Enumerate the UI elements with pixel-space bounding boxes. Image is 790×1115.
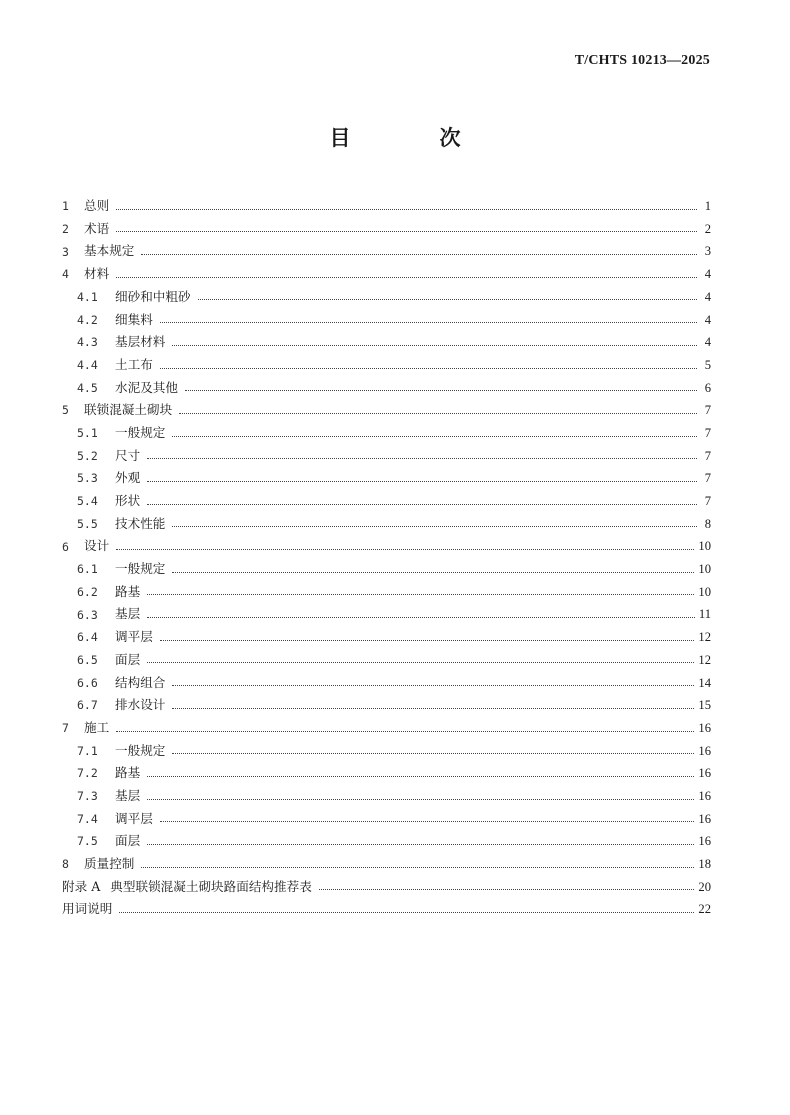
dot-leader (172, 525, 697, 527)
toc-entry-page: 3 (704, 244, 711, 259)
toc-entry-number: 6.4 (77, 630, 98, 645)
toc-entry-page: 7 (704, 494, 711, 509)
toc-entry[interactable] (62, 235, 711, 258)
toc-entry-page: 16 (698, 811, 711, 826)
toc-entry[interactable] (62, 825, 711, 848)
toc-entry[interactable] (62, 303, 711, 326)
toc-entry-title: 面层 (115, 833, 141, 849)
toc-entry[interactable] (62, 712, 711, 735)
toc-entry-page: 16 (698, 834, 711, 849)
dot-leader (147, 661, 694, 663)
toc-entry-number: 5.4 (77, 494, 98, 509)
page-title: 目 次 (329, 126, 495, 150)
toc-entry[interactable] (62, 780, 711, 803)
toc-entry-number: 4 (62, 267, 69, 282)
toc-entry-title: 用词说明 (62, 901, 113, 917)
toc-entry[interactable] (62, 326, 711, 349)
toc-entry-number: 6.3 (77, 607, 98, 622)
toc-entry-title: 总则 (84, 198, 110, 214)
toc-entry-number: 7.5 (77, 834, 98, 849)
dot-leader (147, 480, 697, 482)
toc-entry-number: 7.4 (77, 811, 98, 826)
toc-entry-number: 5.2 (77, 448, 98, 463)
toc-entry-page: 11 (698, 607, 711, 622)
dot-leader (172, 752, 694, 754)
toc-entry-number: 6.5 (77, 652, 98, 667)
toc-entry-number: 4.3 (77, 335, 98, 350)
dot-leader (116, 208, 697, 210)
toc-entry-title: 一般规定 (115, 561, 166, 577)
dot-leader (147, 457, 697, 459)
toc-entry-title: 调平层 (115, 629, 153, 645)
toc-entry[interactable] (62, 621, 711, 644)
toc-entry[interactable] (62, 508, 711, 531)
toc-entry[interactable] (62, 803, 711, 826)
toc-entry-page: 20 (698, 879, 711, 894)
toc-entry[interactable] (62, 417, 711, 440)
toc-entry-title: 外观 (115, 470, 141, 486)
toc-entry-number: 4.4 (77, 358, 98, 372)
toc-entry-page: 7 (704, 471, 711, 486)
dot-leader (172, 344, 697, 346)
toc-entry-number: 5.5 (77, 516, 98, 531)
toc-entry-page: 4 (704, 312, 711, 327)
toc-entry-page: 10 (698, 562, 711, 577)
dot-leader (116, 730, 694, 732)
toc-entry[interactable] (62, 848, 711, 871)
dot-leader (179, 412, 697, 414)
toc-entry-number: 4.1 (77, 289, 98, 304)
dot-leader (198, 298, 697, 300)
dot-leader (116, 548, 694, 550)
toc-entry-number: 6 (62, 539, 69, 554)
toc-entry-title: 路基 (115, 765, 141, 781)
toc-entry-page: 5 (704, 357, 711, 372)
dot-leader (160, 820, 695, 822)
toc-entry[interactable] (62, 372, 711, 395)
toc-entry-page: 4 (704, 289, 711, 304)
dot-leader (160, 367, 697, 369)
toc-entry[interactable] (62, 553, 711, 576)
dot-leader (147, 798, 694, 800)
toc-entry[interactable] (62, 462, 711, 485)
toc-entry-title: 路基 (115, 583, 141, 599)
toc-entry-page: 1 (704, 199, 711, 214)
toc-entry-title: 排水设计 (115, 697, 166, 713)
toc-entry-page: 22 (698, 902, 711, 917)
toc-entry-page: 4 (704, 335, 711, 350)
toc-entry[interactable] (62, 349, 711, 372)
toc-entry-page: 6 (704, 380, 711, 395)
toc-entry-title: 设计 (84, 538, 110, 554)
toc-entry-title: 基层 (115, 606, 141, 622)
toc-entry-number: 7.1 (77, 743, 98, 758)
toc-entry-page: 7 (704, 403, 711, 418)
toc-entry[interactable] (62, 871, 711, 894)
toc-entry-page: 4 (704, 267, 711, 282)
dot-leader (116, 230, 697, 232)
toc-entry-number: 附录 A (62, 878, 101, 894)
toc-entry[interactable] (62, 893, 711, 916)
toc-entry[interactable] (62, 190, 711, 213)
toc-entry-number: 3 (62, 244, 69, 259)
toc-entry-page: 7 (704, 425, 711, 440)
toc-entry-number: 4.5 (77, 380, 98, 395)
toc-entry-number: 5 (62, 403, 69, 418)
toc-entry-title: 细砂和中粗砂 (115, 288, 191, 304)
toc-entry-title: 形状 (115, 493, 141, 509)
toc-entry[interactable] (62, 576, 711, 599)
dot-leader (147, 593, 694, 595)
toc-entry-number: 2 (62, 221, 69, 236)
dot-leader (172, 707, 694, 709)
toc-entry-number: 4.2 (77, 312, 98, 327)
dot-leader (172, 571, 694, 573)
toc-entry-title: 调平层 (115, 810, 153, 826)
toc-entry-page: 16 (698, 788, 711, 803)
toc-entry-number: 5.3 (77, 471, 98, 486)
toc-entry-number: 7.2 (77, 766, 98, 781)
toc-entry-title: 面层 (115, 651, 141, 667)
toc-entry-title: 一般规定 (115, 424, 166, 440)
toc-entry-number: 7 (62, 721, 69, 735)
toc-entry[interactable] (62, 598, 711, 621)
toc-entry-title: 技术性能 (115, 515, 166, 531)
toc-entry-title: 基层材料 (115, 334, 166, 350)
toc-entry-title: 尺寸 (115, 447, 141, 463)
toc-entry-number: 6.7 (77, 698, 98, 713)
toc-entry-page: 7 (704, 448, 711, 463)
toc-entry-title: 细集料 (115, 311, 153, 327)
toc-entry-number: 8 (62, 857, 69, 872)
toc-entry[interactable] (62, 757, 711, 780)
dot-leader (160, 321, 697, 323)
dot-leader (319, 888, 695, 890)
toc-entry-page: 10 (698, 539, 711, 554)
standard-code: T/CHTS 10213—2025 (574, 53, 710, 68)
toc-entry[interactable] (62, 440, 711, 463)
toc-entry-page: 16 (698, 720, 711, 735)
toc-entry-page: 12 (698, 652, 711, 667)
toc-entry-title: 典型联锁混凝土砌块路面结构推荐表 (110, 878, 312, 894)
toc-entry[interactable] (62, 689, 711, 712)
toc-entry-page: 16 (698, 766, 711, 781)
dot-leader (147, 503, 697, 505)
toc-entry-title: 一般规定 (115, 742, 166, 758)
toc-entry-title: 术语 (84, 220, 110, 236)
toc-entry-number: 7.3 (77, 789, 98, 804)
toc-entry-title: 材料 (84, 266, 110, 282)
toc-entry[interactable] (62, 735, 711, 758)
dot-leader (185, 389, 697, 391)
table-of-contents (62, 190, 711, 916)
toc-entry[interactable] (62, 394, 711, 417)
toc-entry-title: 基层 (115, 787, 141, 803)
toc-entry-title: 土工布 (115, 356, 153, 372)
toc-entry[interactable] (62, 213, 711, 236)
dot-leader (119, 911, 694, 913)
toc-entry-number: 1 (62, 199, 69, 214)
toc-entry-number: 6.6 (77, 675, 98, 690)
dot-leader (116, 276, 697, 278)
toc-entry-page: 14 (698, 675, 711, 690)
toc-entry-page: 8 (704, 516, 711, 531)
toc-entry-number: 6.2 (77, 584, 98, 599)
dot-leader (141, 253, 697, 255)
toc-entry-page: 16 (698, 743, 711, 758)
toc-entry-title: 水泥及其他 (115, 379, 178, 395)
toc-entry-page: 12 (698, 630, 711, 645)
toc-entry-title: 联锁混凝土砌块 (84, 402, 173, 418)
toc-entry[interactable] (62, 281, 711, 304)
toc-entry-number: 5.1 (77, 426, 98, 441)
dot-leader (147, 616, 695, 618)
toc-entry-page: 15 (698, 698, 711, 713)
toc-entry[interactable] (62, 258, 711, 281)
toc-entry-title: 施工 (84, 719, 110, 735)
toc-entry[interactable] (62, 485, 711, 508)
toc-entry-number: 6.1 (77, 562, 98, 577)
dot-leader (141, 866, 694, 868)
toc-entry-title: 质量控制 (84, 856, 135, 872)
toc-entry[interactable] (62, 644, 711, 667)
toc-entry-title: 基本规定 (84, 243, 135, 259)
dot-leader (172, 684, 694, 686)
toc-entry-page: 18 (698, 857, 711, 872)
dot-leader (147, 843, 694, 845)
dot-leader (147, 775, 694, 777)
toc-entry-title: 结构组合 (115, 674, 166, 690)
dot-leader (172, 435, 697, 437)
toc-entry[interactable] (62, 530, 711, 553)
toc-entry-page: 2 (704, 221, 711, 236)
toc-entry-page: 10 (698, 584, 711, 599)
toc-entry[interactable] (62, 666, 711, 689)
dot-leader (160, 639, 695, 641)
